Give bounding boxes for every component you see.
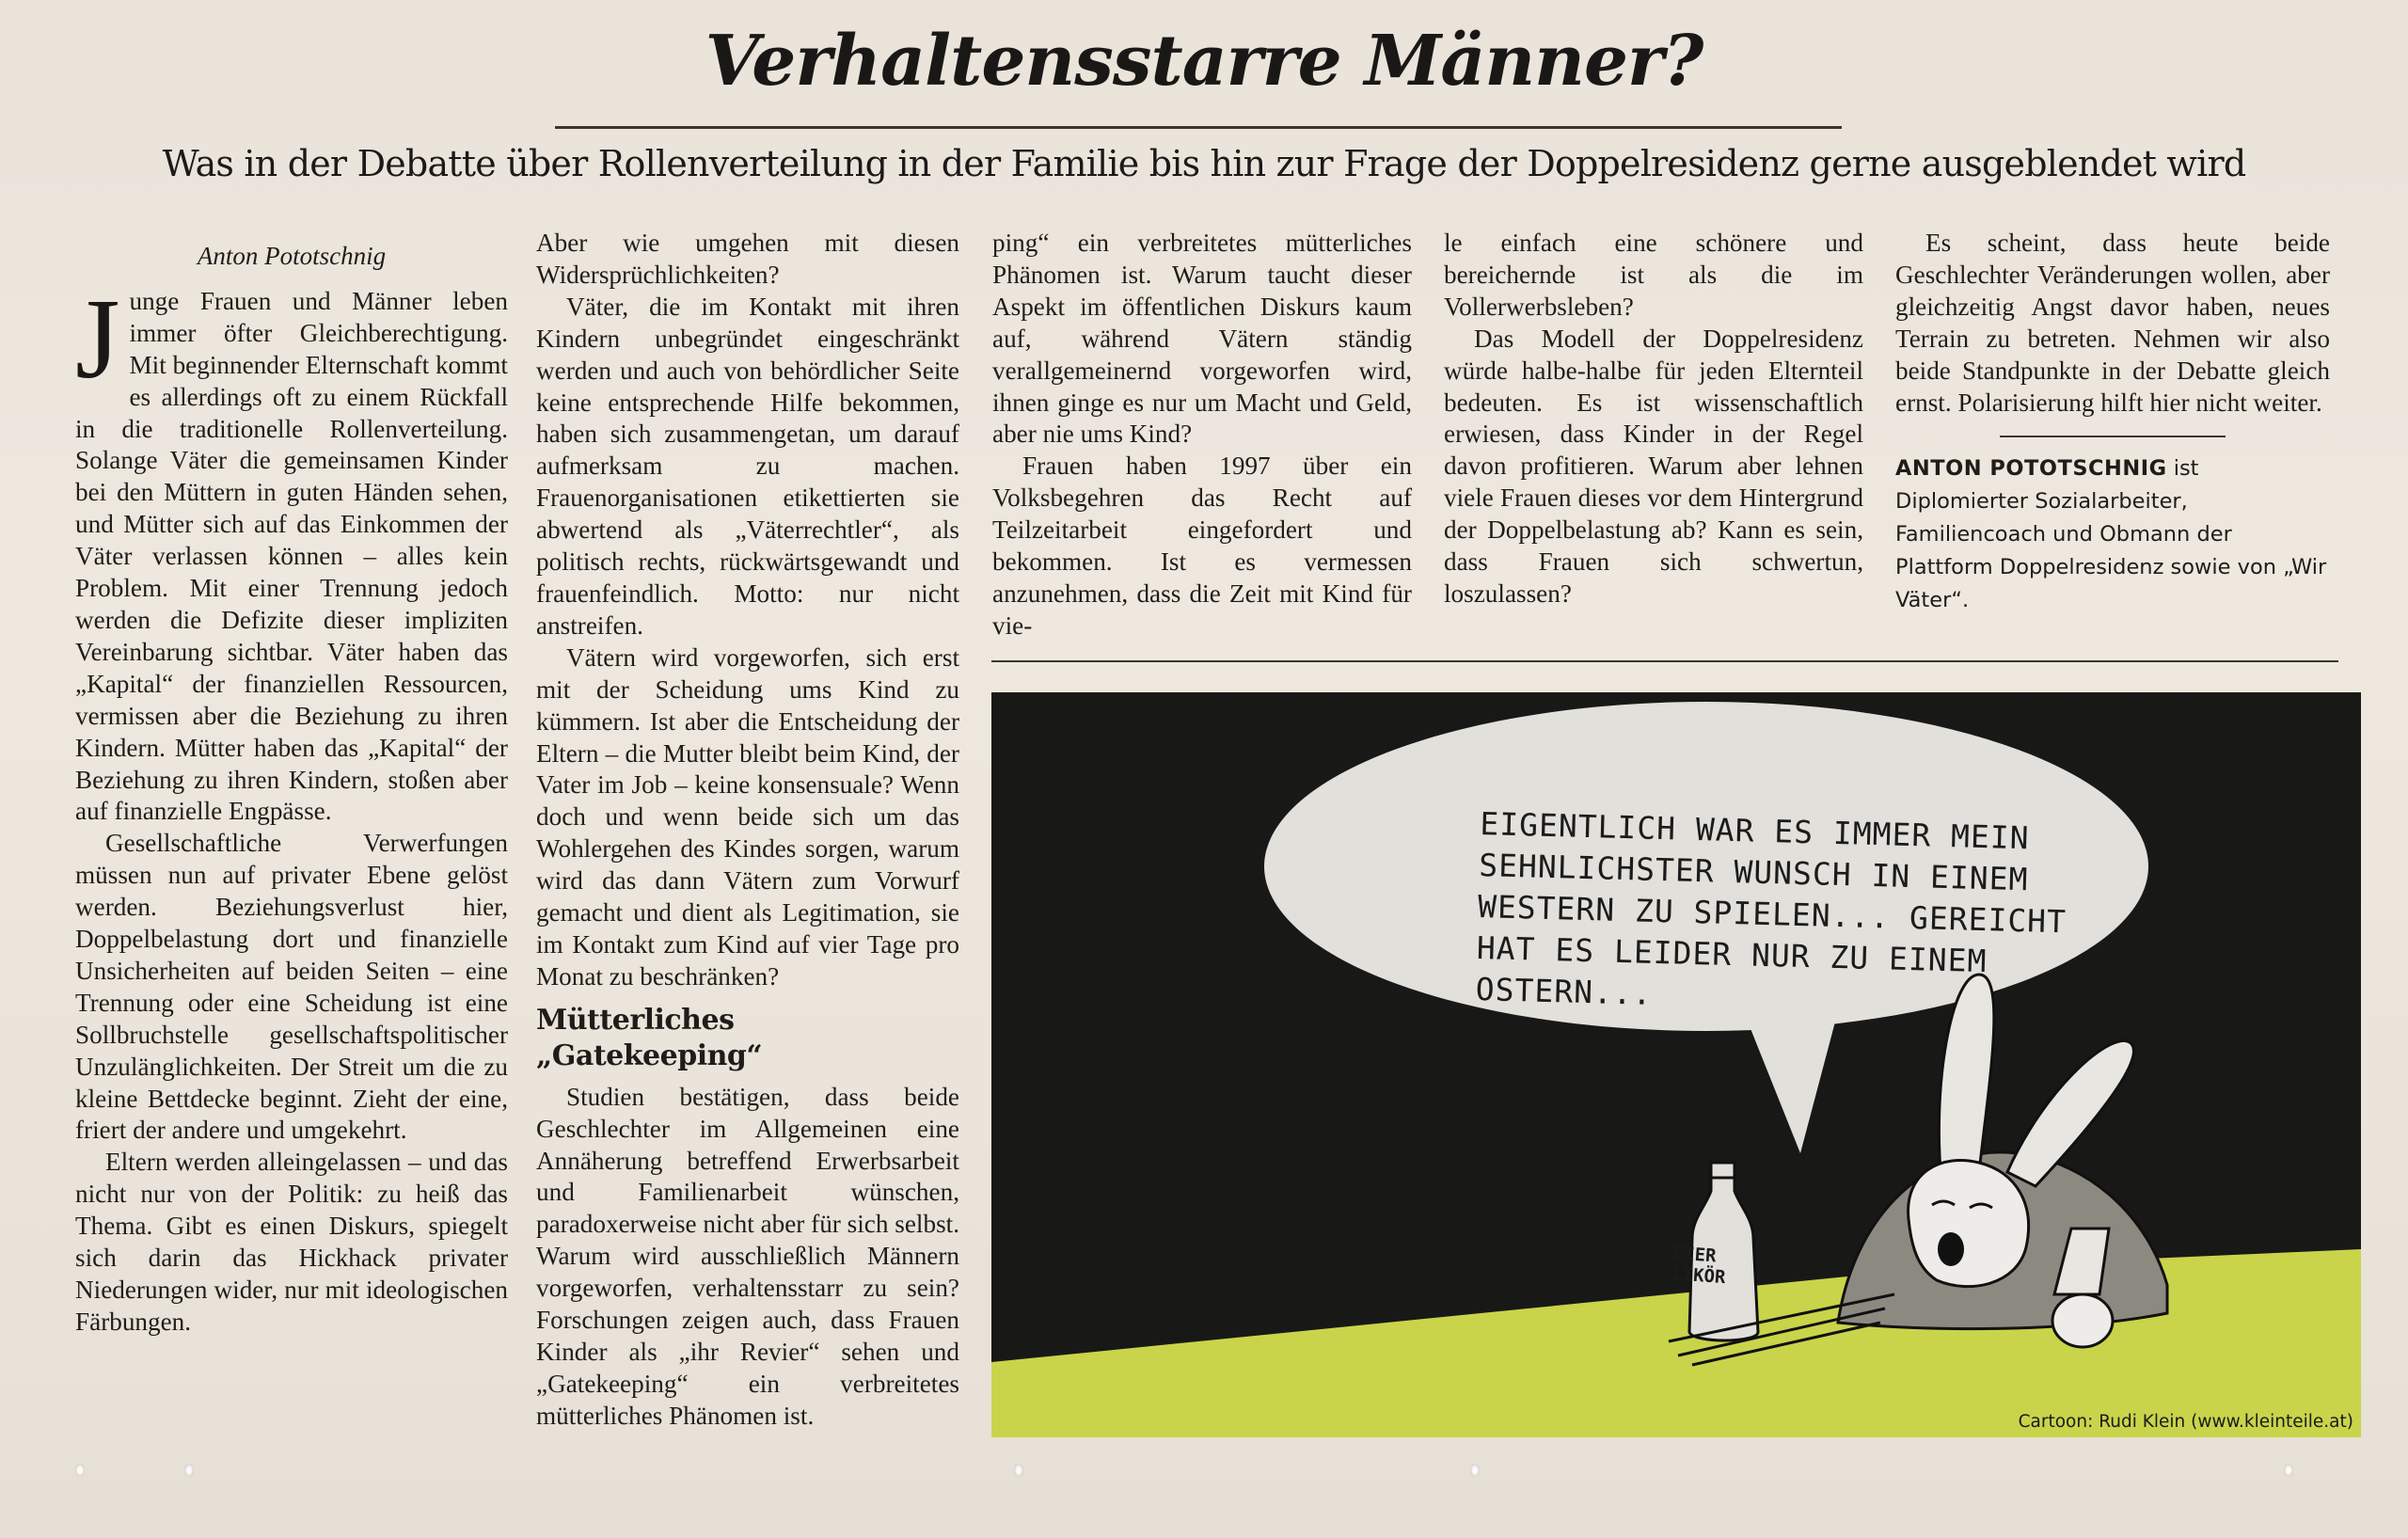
column-5: [1895, 228, 2330, 617]
paragraph: Studien bestätigen, dass beide Geschlechter im Allgemeinen eine Annäherung betreffend Erwerbsarbeit und Familienarbeit wünschen, paradoxerweise nicht aber für sich selbst. Warum wird ausschließlich Männern vorgeworfen, verhaltensstarr zu sein? Forschungen zeigen auch, dass Frauen Kinder als „ihr Revier“ sehen und „Gatekeeping“ ein verbreitetes mütterliches Phänomen ist.: [536, 1082, 959, 1430]
headline-rule: [555, 126, 1842, 129]
bottle-label: EIER LIKÖR: [1671, 1243, 1727, 1289]
bio-name: ANTON POTOTSCHNIG: [1895, 456, 2167, 482]
paragraph: Aber wie umgehen mit diesen Widersprüchlichkeiten?: [536, 229, 959, 289]
paragraph: ping“ ein verbreitetes mütterliches Phänomen ist. Warum taucht dieser Aspekt im öffentlichen Diskurs kaum auf, während Vätern ständig verallgemeinernd vorgeworfen wird, ihnen ginge es nur um Macht und Geld, aber nie ums Kind?: [992, 229, 1412, 449]
section-subtitle: Mütterliches „Gatekeeping“: [536, 1003, 763, 1072]
cartoon-rule: [991, 660, 2338, 662]
binder-hole: [1014, 1464, 1023, 1477]
rabbit-hand: [2052, 1294, 2113, 1347]
paragraph: Junge Frauen und Männer leben immer öfter Gleichberechtigung. Mit beginnender Elternschaft kommt es allerdings oft zu einem Rückfall in die traditionelle Rollenverteilung. Solange Väter die gemeinsamen Kinder bei den Müttern in guten Händen sehen, und Mütter sich auf das Einkommen der Väter verlassen können – alles kein Problem. Mit einer Trennung jedoch werden die Defizite dieser impliziten Vereinbarung sichtbar. Väter haben das „Kapital“ der finanziellen Ressourcen, vermissen aber die Beziehung zu ihren Kindern. Mütter haben das „Kapital“ der Beziehung zu ihren Kindern, stoßen aber auf finanzielle Engpässe.: [75, 275, 508, 826]
binder-hole: [75, 1464, 85, 1477]
paragraph: le einfach eine schönere und bereichernde ist als die im Vollerwerbsleben?: [1444, 229, 1863, 321]
author-byline: Anton Pototschnig: [197, 242, 387, 270]
cartoon-credit: Cartoon: Rudi Klein (www.kleinteile.at): [2018, 1412, 2353, 1432]
column-4: [1444, 228, 1863, 610]
binder-hole: [1470, 1464, 1480, 1477]
column-3: [992, 228, 1412, 642]
paragraph: Vätern wird vorgeworfen, sich erst mit der Scheidung ums Kind zu kümmern. Ist aber die Entscheidung der Eltern – die Mutter bleibt beim Kind, der Vater im Job – keine konsensuale? Wenn doch und wenn beide sich um das Wohlergehen des Kindes sorgen, warum wird das dann Vätern zum Vorwurf gemacht und dient als Legitimation, sie im Kontakt zum Kind auf vier Tage pro Monat zu beschränken?: [536, 642, 959, 991]
cartoon: [991, 692, 2361, 1437]
paragraph: Gesellschaftliche Verwerfungen müssen nun auf privater Ebene gelöst werden. Beziehungsverlust hier, Doppelbelastung dort und finanzielle Unsicherheiten auf beiden Seiten – eine Trennung oder eine Scheidung ist eine Sollbruchstelle gesellschaftspolitischer Unzulänglichkeiten. Der Streit um die zu kleine Bettdecke beginnt. Zieht der eine, friert der andere und umgekehrt.: [75, 829, 508, 1145]
rabbit-mouth: [1938, 1232, 1964, 1266]
headline: Verhaltensstarre Männer?: [705, 21, 1703, 102]
paragraph: Eltern werden alleingelassen – und das nicht nur von der Politik: zu heiß das Thema. Gibt es einen Diskurs, spiegelt sich darin das Hickhack privater Niederungen wider, nur mit ideologischen Färbungen.: [75, 1148, 508, 1336]
bio-rule: [2000, 436, 2226, 437]
column-2: [536, 228, 959, 1430]
paragraph: Frauen haben 1997 über ein Volksbegehren das Recht auf Teilzeitarbeit eingefordert und bekommen. Ist es vermessen anzunehmen, dass die Zeit mit Kind für vie-: [992, 452, 1412, 640]
paragraph: Es scheint, dass heute beide Geschlechter Veränderungen wollen, aber gleichzeitig Angst davor haben, neues Terrain zu betreten. Nehmen wir also beide Standpunkte in der Debatte gleich ernst. Polarisierung hilft hier nicht weiter.: [1895, 229, 2330, 417]
speech-bubble-text: EIGENTLICH WAR ES IMMER MEIN SEHNLICHSTER WUNSCH IN EINEM WESTERN ZU SPIELEN... GEREICHT HAT ES LEIDER NUR ZU EINEM OSTERN...: [1475, 804, 2067, 1012]
rabbit-head: [1909, 1161, 2029, 1287]
binder-hole: [184, 1464, 194, 1477]
drop-cap: J: [75, 275, 120, 403]
subheadline: Was in der Debatte über Rollenverteilung in der Familie bis hin zur Frage der Doppelresidenz gerne ausgeblendet wird: [162, 143, 2246, 184]
column-1: [75, 241, 508, 1339]
cartoon-drawing: [991, 692, 2361, 1437]
paragraph: Das Modell der Doppelresidenz würde halbe-halbe für jeden Elternteil bedeuten. Es ist wissenschaftlich erwiesen, dass Kinder in der Regel davon profitieren. Warum aber lehnen viele Frauen dieses vor dem Hintergrund der Doppelbelastung ab? Kann es sein, dass Frauen sich schwertun, loszulassen?: [1444, 324, 1863, 608]
rabbit-ear-right: [2007, 1040, 2133, 1186]
binder-hole: [2284, 1464, 2293, 1477]
paragraph: Väter, die im Kontakt mit ihren Kindern unbegründet eingeschränkt werden und auch von behördlicher Seite keine entsprechende Hilfe bekommen, haben sich zusammengetan, um darauf aufmerksam zu machen. Frauenorganisationen etikettierten sie abwertend als „Väterrechtler“, als politisch rechts, rückwärtsgewandt und frauenfeindlich. Motto: nur nicht anstreifen.: [536, 292, 959, 640]
author-bio: ANTON POTOTSCHNIG ist Diplomierter Sozialarbeiter, Familiencoach und Obmann der Plattform Doppelresidenz sowie von „Wir Väter“.: [1895, 456, 2327, 613]
